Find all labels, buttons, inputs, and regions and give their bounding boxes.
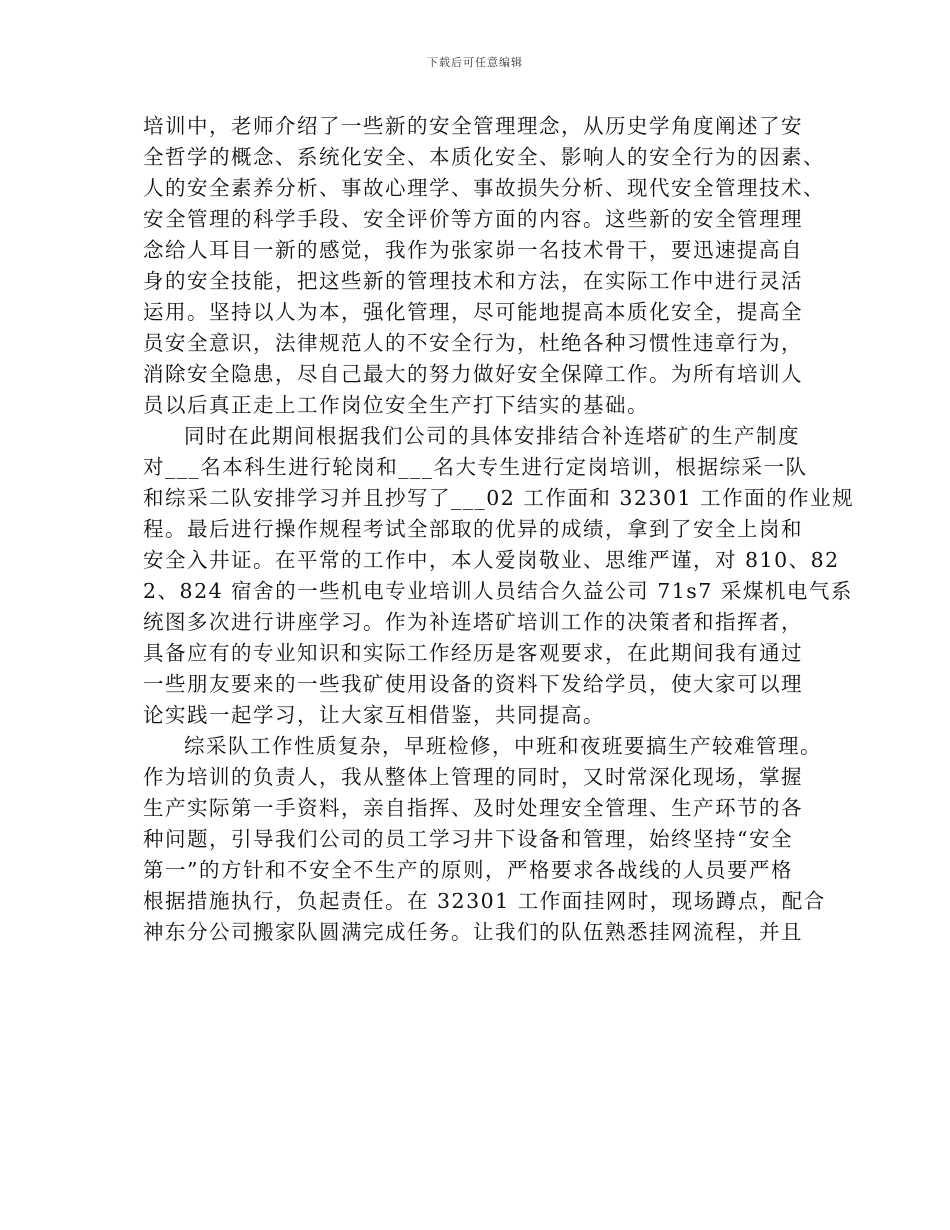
text-line: 安全管理的科学手段、安全评价等方面的内容。这些新的安全管理理 [143, 207, 803, 231]
text-line: 作为培训的负责人，我从整体上管理的同时，又时常深化现场，掌握 [143, 765, 803, 789]
text-line: 论实践一起学习，让大家互相借鉴，共同提高。 [143, 703, 605, 727]
text-line: 生产实际第一手资料，亲自指挥、及时处理安全管理、生产环节的各 [143, 796, 803, 820]
text-line: 种问题，引导我们公司的员工学习井下设备和管理，始终坚持“安全 [143, 827, 793, 851]
text-line: 身的安全技能，把这些新的管理技术和方法，在实际工作中进行灵活 [143, 269, 803, 293]
text-line: 根据措施执行，负起责任。在 32301 工作面挂网时，现场蹲点，配合 [143, 889, 826, 913]
text-line: 一些朋友要来的一些我矿使用设备的资料下发给学员，使大家可以理 [143, 672, 803, 696]
text-line: 员安全意识，法律规范人的不安全行为，杜绝各种习惯性违章行为， [143, 331, 803, 355]
document-body [143, 111, 855, 948]
text-line: 2、824 宿舍的一些机电专业培训人员结合久益公司 71s7 采煤机电气系 [143, 579, 853, 603]
text-line: 消除安全隐患，尽自己最大的努力做好安全保障工作。为所有培训人 [143, 362, 803, 386]
paragraph-start-line: 同时在此期间根据我们公司的具体安排结合补连塔矿的生产制度 [184, 424, 800, 448]
text-line: 全哲学的概念、系统化安全、本质化安全、影响人的安全行为的因素、 [143, 145, 825, 169]
paragraph-start-line: 综采队工作性质复杂，早班检修，中班和夜班要搞生产较难管理。 [184, 734, 822, 758]
text-line: 员以后真正走上工作岗位安全生产打下结实的基础。 [143, 393, 649, 417]
text-line: 和综采二队安排学习并且抄写了___02 工作面和 32301 工作面的作业规 [143, 486, 855, 510]
page-header: 下载后可任意编辑 [427, 56, 523, 69]
text-line: 人的安全素养分析、事故心理学、事故损失分析、现代安全管理技术、 [143, 176, 825, 200]
text-line: 具备应有的专业知识和实际工作经历是客观要求，在此期间我有通过 [143, 641, 803, 665]
text-line: 统图多次进行讲座学习。作为补连塔矿培训工作的决策者和指挥者， [143, 610, 803, 634]
text-line: 安全入井证。在平常的工作中，本人爱岗敬业、思维严谨，对 810、82 [143, 548, 840, 572]
text-line: 念给人耳目一新的感觉，我作为张家峁一名技术骨干，要迅速提高自 [143, 238, 803, 262]
text-line: 神东分公司搬家队圆满完成任务。让我们的队伍熟悉挂网流程，并且 [143, 920, 803, 944]
text-line: 程。最后进行操作规程考试全部取的优异的成绩，拿到了安全上岗和 [143, 517, 803, 541]
text-line: 运用。坚持以人为本，强化管理，尽可能地提高本质化安全，提高全 [143, 300, 803, 324]
text-line: 第一”的方针和不安全不生产的原则，严格要求各战线的人员要严格 [143, 858, 793, 882]
text-line: 对___名本科生进行轮岗和___名大专生进行定岗培训，根据综采一队 [143, 455, 808, 479]
text-line: 培训中，老师介绍了一些新的安全管理理念，从历史学角度阐述了安 [143, 114, 803, 138]
